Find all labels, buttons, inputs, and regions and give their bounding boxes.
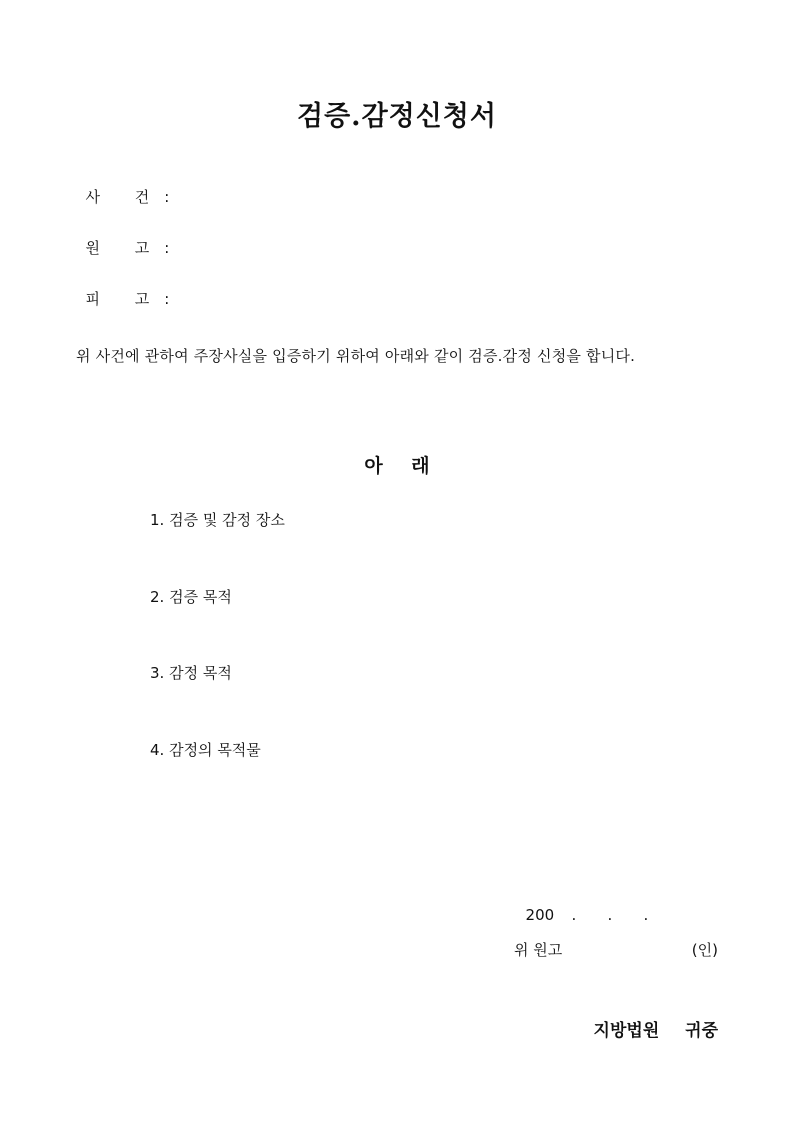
list-item-appraisal-purpose: 3. 감정 목적 [150,664,232,682]
list-item-appraisal-object: 4. 감정의 목적물 [150,741,261,759]
plaintiff-colon: : [164,239,170,257]
plaintiff-field [76,219,169,258]
document-title: 검증.감정신청서 [297,101,497,132]
list-item-location: 1. 검증 및 감정 장소 [150,511,285,529]
case-colon: : [164,188,170,206]
defendant-field [76,270,169,309]
section-heading: 아 래 [364,455,430,477]
defendant-colon: : [164,290,170,308]
case-label: 사 건 [85,188,165,206]
date-year: 200 [525,906,555,924]
seal-mark: (인) [691,941,718,959]
date-dot-2: . [607,906,613,924]
date-dot-1: . [571,906,577,924]
case-field [76,168,169,207]
date-dot-3: . [643,906,649,924]
date-line [516,888,648,924]
intro-paragraph: 위 사건에 관하여 주장사실을 입증하기 위하여 아래와 같이 검증.감정 신청을 합니다. [76,347,636,365]
list-item-inspection-purpose: 2. 검증 목적 [150,588,232,606]
plaintiff-label: 원 고 [85,239,165,257]
signer-label: 위 원고 [514,941,563,959]
court-addressee: 지방법원 귀중 [593,1021,718,1041]
defendant-label: 피 고 [85,290,165,308]
